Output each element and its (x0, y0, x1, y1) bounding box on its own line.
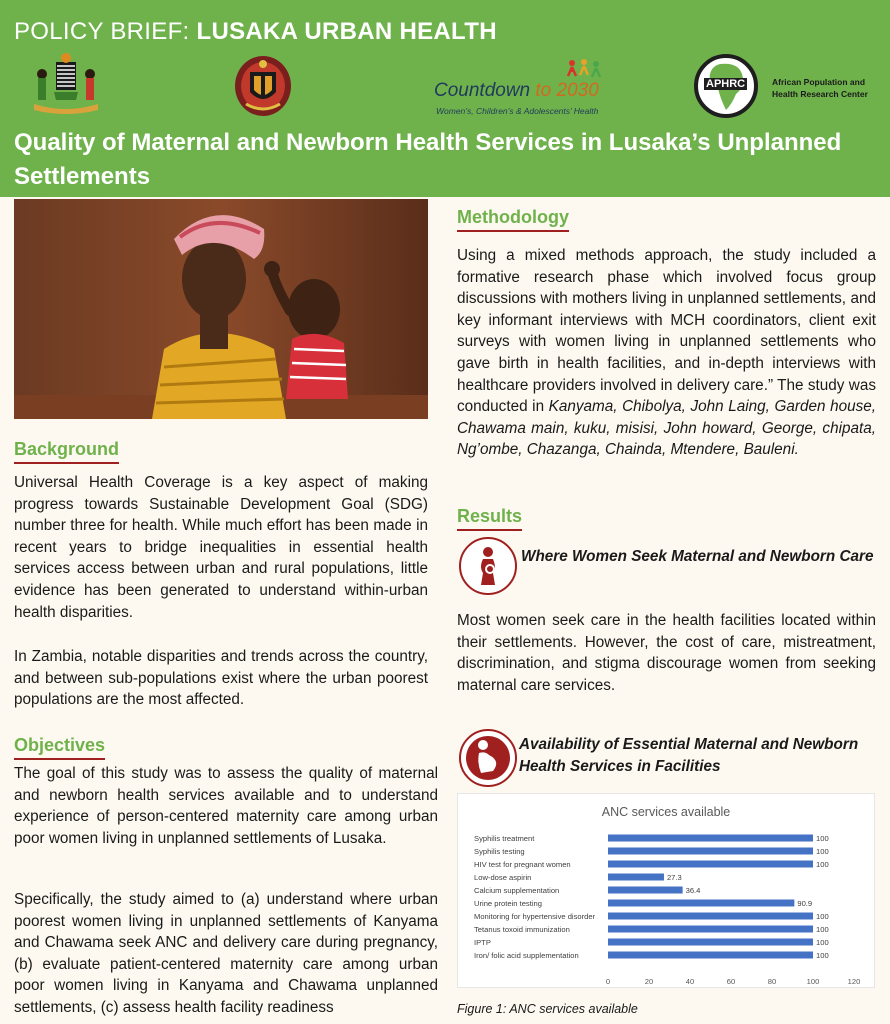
background-paragraph-2: In Zambia, notable disparities and trends across the country, and between sub-populations exist where the urban poorest populations are the most affected. (14, 648, 428, 709)
aphrc-full-name: African Population and Health Research Center (772, 77, 868, 99)
countdown-word: Countdown (434, 80, 531, 101)
where-women-seek-heading: Where Women Seek Maternal and Newborn Care (521, 548, 874, 565)
data-label: 36.4 (685, 886, 701, 895)
zambia-coat-of-arms-logo (30, 52, 102, 118)
pregnancy-icon (459, 729, 517, 787)
bar (608, 952, 813, 959)
data-label: 100 (816, 938, 829, 947)
availability-heading: Availability of Essential Maternal and Newborn Health Services in Facilities (519, 736, 859, 775)
data-label: 100 (816, 951, 829, 960)
category-label: Tetanus toxoid immunization (474, 925, 570, 934)
x-tick-label: 20 (644, 977, 654, 986)
mother-and-child-photo (14, 199, 428, 419)
data-label: 90.9 (797, 899, 813, 908)
data-label: 100 (816, 834, 829, 843)
x-tick-label: 100 (806, 977, 820, 986)
category-label: HIV test for pregnant women (474, 860, 571, 869)
countdown-year: to 2030 (535, 80, 599, 101)
methodology-paragraph (457, 245, 876, 461)
background-paragraph-1: Universal Health Coverage is a key aspect of making progress towards Sustainable Development Goal (SDG) number three for health. While much effort has been made in recent years to bridge inequalities in essential health services access between urban and rural populations, little evidence has been generated to understand within-urban health disparities. (14, 474, 428, 621)
category-label: Syphilis testing (474, 847, 525, 856)
bar (608, 861, 813, 868)
bar (608, 848, 813, 855)
countdown-2030-logo (434, 58, 624, 118)
brief-label: POLICY BRIEF: (14, 18, 190, 45)
x-tick-label: 120 (847, 977, 861, 986)
anc-services-chart (457, 793, 875, 988)
data-label: 27.3 (666, 873, 682, 882)
aphrc-abbreviation: APHRC (706, 78, 746, 90)
objectives-paragraph-2: Specifically, the study aimed to (a) understand where urban poorest women living in unplanned settlements of Kanyama and Chawama seek ANC and delivery care during pregnancy, (b) evaluate patient-centered maternity care among urban poor women living in Kanyama and Chawama unplanned settlements, (c) assess health facility readiness (14, 891, 438, 1016)
bar (608, 926, 813, 933)
countdown-wordmark (434, 80, 599, 102)
bar (608, 939, 813, 946)
objectives-heading: Objectives (14, 735, 106, 755)
results-heading: Results (457, 506, 523, 526)
objectives-paragraph-1: The goal of this study was to assess the quality of maternal and newborn health services available and to understand experience of person-centered maternity care among urban poor women living in unplanned settlements of Lusaka. (14, 765, 438, 847)
data-label: 100 (816, 860, 829, 869)
x-tick-label: 60 (726, 977, 736, 986)
pregnant-woman-icon (459, 537, 517, 595)
data-label: 100 (816, 847, 829, 856)
category-label: Urine protein testing (474, 899, 542, 908)
page-title: Quality of Maternal and Newborn Health Services in Lusaka’s Unplanned Settlements (14, 129, 842, 190)
data-label: 100 (816, 925, 829, 934)
category-label: Calcium supplementation (474, 886, 560, 895)
methodology-heading: Methodology (457, 207, 569, 227)
aphrc-logo (694, 54, 884, 118)
category-label: Iron/ folic acid supplementation (474, 951, 579, 960)
logo-row (0, 48, 890, 122)
university-crest-logo (232, 52, 294, 118)
category-label: Monitoring for hypertensive disorder (474, 912, 596, 921)
category-label: Syphilis treatment (474, 834, 535, 843)
background-heading: Background (14, 439, 120, 459)
header-banner (0, 0, 890, 197)
methodology-text: Using a mixed methods approach, the study included a formative research phase which involved focus group discussions with mothers living in unplanned settlements, and key informant interviews with MCH coordinators, client exit surveys with women living in unplanned settlements who gave birth in health facilities, and in-depth interviews with healthcare providers involved in delivery care.” The study was conducted in (457, 247, 876, 416)
bar (608, 874, 664, 881)
category-label: Low-dose aspirin (474, 873, 532, 882)
bar (608, 835, 813, 842)
chart-title: ANC services available (601, 805, 731, 819)
bar (608, 900, 794, 907)
brief-title (14, 18, 497, 46)
brief-subject: LUSAKA URBAN HEALTH (196, 18, 497, 45)
countdown-tagline: Women’s, Children’s & Adolescents’ Health (436, 106, 599, 116)
anc-services-chart-svg (458, 794, 874, 987)
bar (608, 913, 813, 920)
where-women-seek-paragraph: Most women seek care in the health facilities located within their settlements. However, the cost of care, mistreatment, discrimination, and stigma discourage women from seeking maternal care services. (457, 612, 876, 694)
methodology-places: Kanyama, Chibolya, John Laing, Garden house, Chawama main, kuku, misisi, John howard, George, chipata, Ng’ombe, Chazanga, Chainda, Mtendere, Bauleni. (457, 398, 876, 459)
x-tick-label: 40 (685, 977, 695, 986)
category-label: IPTP (474, 938, 491, 947)
x-tick-label: 0 (605, 977, 611, 986)
figure-caption: Figure 1: ANC services available (457, 1002, 638, 1016)
bar (608, 887, 683, 894)
data-label: 100 (816, 912, 829, 921)
x-tick-label: 80 (767, 977, 777, 986)
